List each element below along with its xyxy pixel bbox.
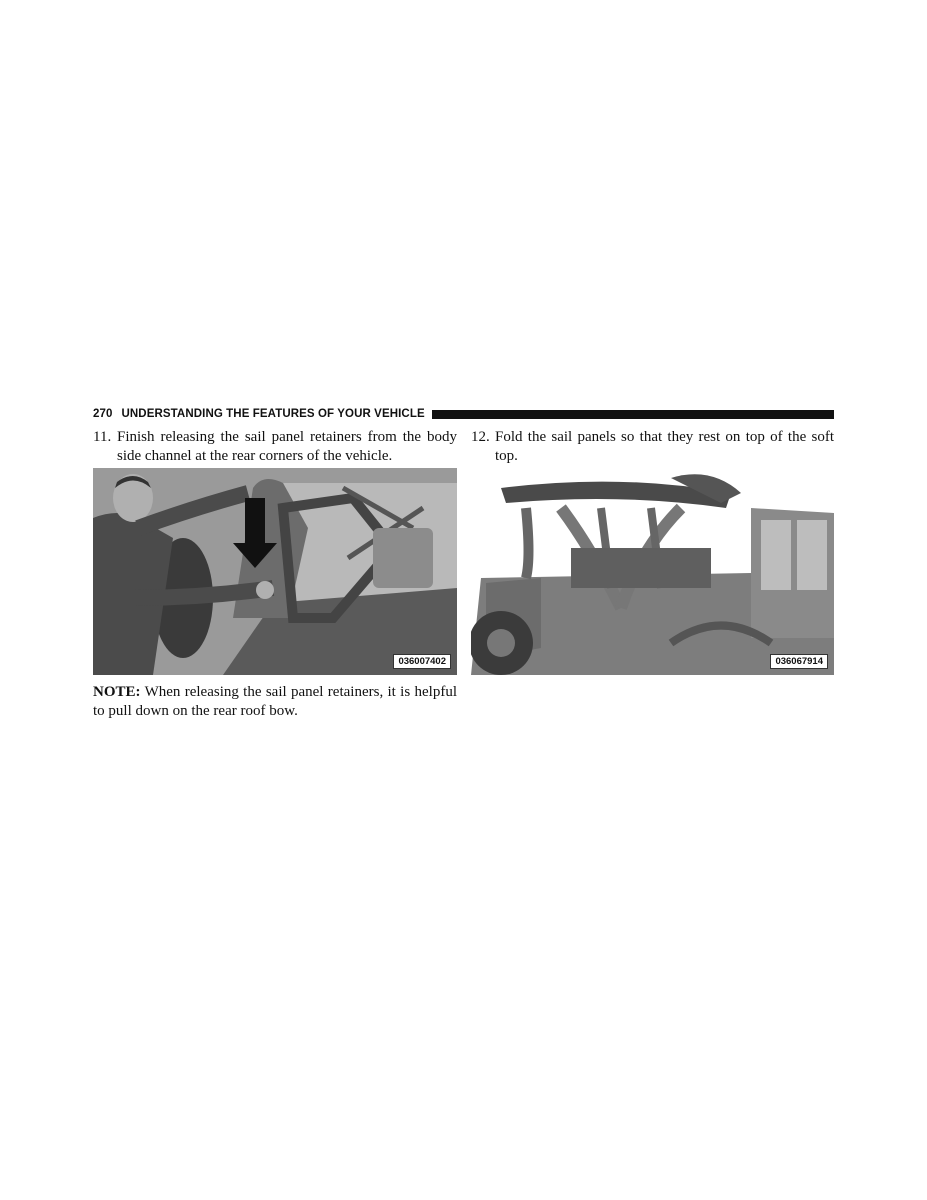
step-number: 12. [471,429,490,445]
note-text: When releasing the sail panel retainers, it is helpful to pull down on the rear roof bow. [93,684,457,719]
note-label: NOTE: [93,684,141,700]
figure-code: 036067914 [770,654,828,669]
figure-code: 036007402 [393,654,451,669]
step-text: Finish releasing the sail panel retainers from the body side channel at the rear corners of the vehicle. [117,429,457,464]
page-number: 270 [93,408,113,420]
illustration-folded-sail-panels [471,468,834,675]
page-header [93,405,834,423]
step-12 [471,428,834,465]
section-title: UNDERSTANDING THE FEATURES OF YOUR VEHICLE [121,408,425,420]
step-number: 11. [93,429,112,445]
step-11 [93,428,457,465]
figure-folded-sail-panels [471,468,834,675]
note-paragraph [93,683,457,720]
step-text: Fold the sail panels so that they rest on top of the soft top. [495,429,834,464]
illustration-person-releasing-retainer [93,468,457,675]
header-rule [432,410,834,419]
figure-releasing-sail-panel [93,468,457,675]
